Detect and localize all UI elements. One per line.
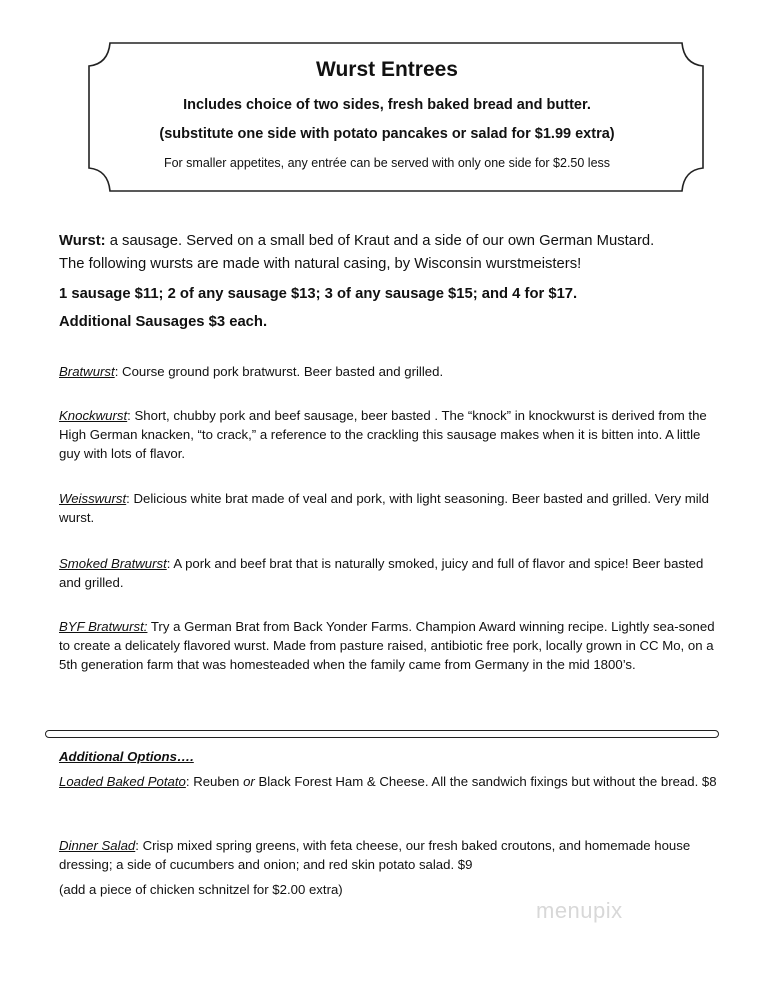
watermark-logo: menupix	[536, 898, 623, 923]
item-name: Bratwurst	[59, 364, 115, 379]
item-desc: Delicious white brat made of veal and pork, with light seasoning. Beer basted and grilled. Very mild wurst.	[59, 491, 709, 525]
item-desc-or: or	[243, 774, 255, 789]
menu-item	[59, 772, 719, 791]
additional-sausages: Additional Sausages $3 each.	[59, 314, 268, 330]
menu-item	[59, 489, 719, 527]
item-desc: A pork and beef brat that is naturally smoked, juicy and full of flavor and spice! Beer basted and grilled.	[59, 556, 704, 590]
item-sep: :	[135, 838, 139, 853]
header-substitute: (substitute one side with potato pancakes or salad for $1.99 extra)	[159, 126, 615, 142]
header-smaller-appetites: For smaller appetites, any entrée can be served with only one side for $2.50 less	[163, 156, 611, 170]
item-name: Loaded Baked Potato	[59, 774, 186, 789]
item-name: Weisswurst	[59, 491, 127, 506]
menu-item	[59, 554, 719, 592]
natural-casing-note: The following wursts are made with natural casing, by Wisconsin wurstmeisters!	[59, 256, 582, 272]
wurst-definition	[59, 230, 719, 253]
additional-options-title	[59, 747, 719, 766]
item-desc: Crisp mixed spring greens, with feta cheese, our fresh baked croutons, and homemade house dressing; a side of cucumbers and onion; and red skin potato salad. $9	[59, 838, 691, 872]
item-name: Knockwurst	[59, 408, 128, 423]
item-desc: Reuben	[189, 774, 244, 789]
wurst-text: a sausage. Served on a small bed of Kraut and a side of our own German Mustard.	[105, 233, 655, 249]
wurst-label: Wurst:	[59, 233, 106, 249]
item-sep: :	[126, 491, 130, 506]
section-divider	[45, 730, 719, 738]
header-includes: Includes choice of two sides, fresh baked bread and butter.	[183, 97, 591, 113]
item-sep: :	[127, 408, 131, 423]
item-name: Smoked Bratwurst	[59, 556, 167, 571]
item-name: BYF Bratwurst:	[59, 619, 148, 634]
page-title: Wurst Entrees	[316, 58, 458, 81]
menu-item	[59, 362, 719, 381]
item-desc: Course ground pork bratwurst. Beer basted and grilled.	[118, 364, 444, 379]
item-sep: :	[166, 556, 171, 571]
item-sep: :	[114, 364, 119, 379]
pricing: 1 sausage $11; 2 of any sausage $13; 3 of any sausage $15; and 4 for $17.	[59, 286, 578, 302]
menu-item	[59, 836, 719, 874]
menu-item	[59, 617, 719, 674]
item-name: Dinner Salad	[59, 838, 136, 853]
item-desc: Short, chubby pork and beef sausage, beer basted . The “knock” in knockwurst is derived from the High German knacken, “to crack,” a reference to the crackling this sausage makes when it is bitten into. A little guy with lots of flavor.	[59, 408, 707, 461]
menu-item	[59, 406, 719, 463]
item-desc: Try a German Brat from Back Yonder Farms. Champion Award winning recipe. Lightly sea-soned to create a delicately flavored wurst. Made from pasture raised, antibiotic free pork, locally grown in CC Mo, on a 5th generation farm that was homesteaded when the family came from Germany in the mid 1800’s.	[59, 619, 715, 672]
options-title-text: Additional Options….	[59, 749, 194, 764]
item-sep: :	[185, 774, 190, 789]
item-desc: Black Forest Ham & Cheese. All the sandwich fixings but without the bread. $8	[254, 774, 717, 789]
schnitzel-addon: (add a piece of chicken schnitzel for $2.00 extra)	[59, 882, 343, 897]
